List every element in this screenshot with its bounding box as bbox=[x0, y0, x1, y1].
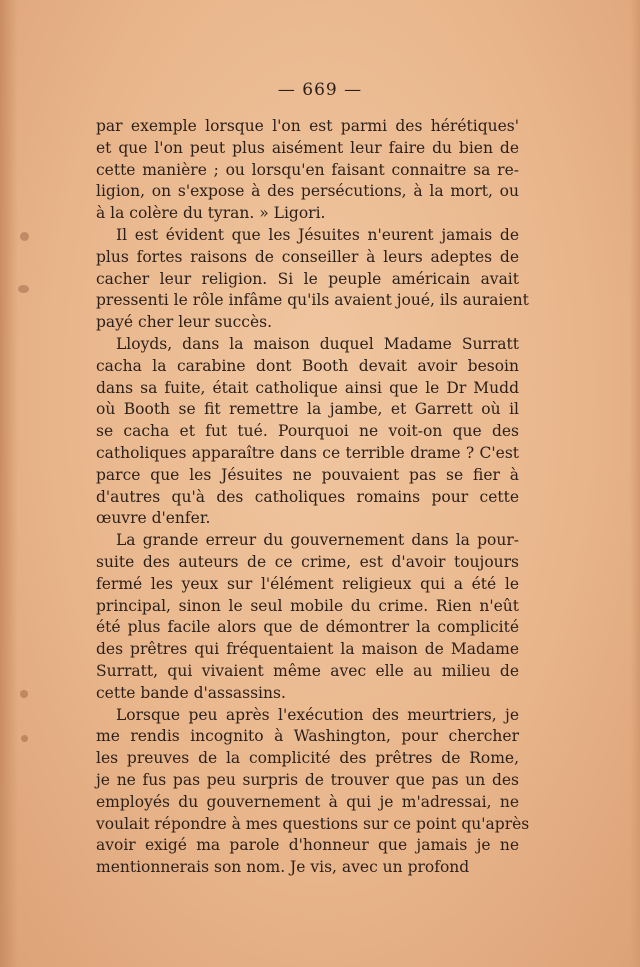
stain-mark bbox=[20, 690, 28, 698]
text-line: Lloyds, dans la maison duquel Madame Surratt bbox=[116, 334, 519, 353]
page-edge-left bbox=[0, 0, 18, 967]
text-line: et que l'on peut plus aisément leur faire du bien de bbox=[96, 138, 519, 157]
text-line: Il est évident que les Jésuites n'eurent jamais de bbox=[116, 225, 519, 244]
text-line: me rendis incognito à Washington, pour chercher bbox=[96, 727, 519, 746]
text-line: Surratt, qui vivaient même avec elle au milieu de bbox=[96, 661, 519, 680]
text-line: parce que les Jésuites ne pouvaient pas se fier à bbox=[96, 465, 519, 484]
page-edge-right bbox=[630, 0, 640, 967]
text-line: par exemple lorsque l'on est parmi des hérétiques' bbox=[96, 117, 519, 135]
text-line: cacher leur religion. Si le peuple américain avait bbox=[96, 269, 519, 288]
text-line: à la colère du tyran. » Ligori. bbox=[96, 204, 326, 223]
text-line: mentionnerais son nom. Je vis, avec un profond bbox=[96, 858, 470, 877]
text-line: La grande erreur du gouvernement dans la pour- bbox=[116, 531, 519, 550]
stain-mark bbox=[18, 285, 29, 293]
body-text bbox=[96, 116, 530, 879]
paragraph bbox=[96, 705, 530, 879]
stain-mark bbox=[21, 735, 28, 742]
text-line: suite des auteurs de ce crime, est d'avoir toujours bbox=[96, 552, 519, 571]
text-line: avoir exigé ma parole d'honneur que jamais je ne bbox=[96, 836, 519, 855]
text-line: cette bande d'assassins. bbox=[96, 683, 286, 702]
text-line: se cacha et fut tué. Pourquoi ne voit-on que des bbox=[96, 422, 519, 441]
text-line: dans sa fuite, était catholique ainsi que le Dr Mudd bbox=[96, 378, 519, 397]
text-line: Lorsque peu après l'exécution des meurtriers, je bbox=[116, 705, 519, 724]
text-line: les preuves de la complicité des prêtres de Rome, bbox=[96, 749, 519, 768]
text-line: où Booth se fit remettre la jambe, et Garrett où il bbox=[96, 400, 519, 419]
paragraph bbox=[96, 334, 519, 530]
text-line: des prêtres qui fréquentaient la maison de Madame bbox=[96, 640, 519, 659]
text-line: été plus facile alors que de démontrer la complicité bbox=[96, 618, 519, 637]
text-line: cette manière ; ou lorsqu'en faisant connaitre sa re- bbox=[96, 160, 519, 179]
page-number: — 669 — bbox=[277, 80, 363, 100]
text-line: fermé les yeux sur l'élément religieux qui a été le bbox=[96, 574, 519, 593]
paragraph bbox=[96, 116, 519, 225]
text-line: principal, sinon le seul mobile du crime. Rien n'eût bbox=[96, 596, 519, 615]
text-line: cacha la carabine dont Booth devait avoir besoin bbox=[96, 356, 519, 375]
text-line: d'autres qu'à des catholiques romains pour cette bbox=[96, 487, 519, 506]
paragraph bbox=[96, 530, 519, 704]
text-line: catholiques apparaître dans ce terrible drame ? C'est bbox=[96, 443, 519, 462]
text-line: payé cher leur succès. bbox=[96, 313, 272, 332]
text-line: voulait répondre à mes questions sur ce point qu'après bbox=[96, 814, 530, 833]
text-line: pressenti le rôle infâme qu'ils avaient joué, ils auraient bbox=[96, 291, 529, 310]
text-line: ligion, on s'expose à des persécutions, à la mort, ou bbox=[96, 182, 519, 201]
text-line: employés du gouvernement à qui je m'adressai, ne bbox=[96, 792, 519, 811]
paragraph bbox=[96, 225, 529, 334]
text-line: plus fortes raisons de conseiller à leurs adeptes de bbox=[96, 247, 519, 266]
text-line: je ne fus pas peu surpris de trouver que pas un des bbox=[96, 770, 519, 789]
stain-mark bbox=[20, 232, 29, 241]
text-line: œuvre d'enfer. bbox=[96, 509, 211, 528]
